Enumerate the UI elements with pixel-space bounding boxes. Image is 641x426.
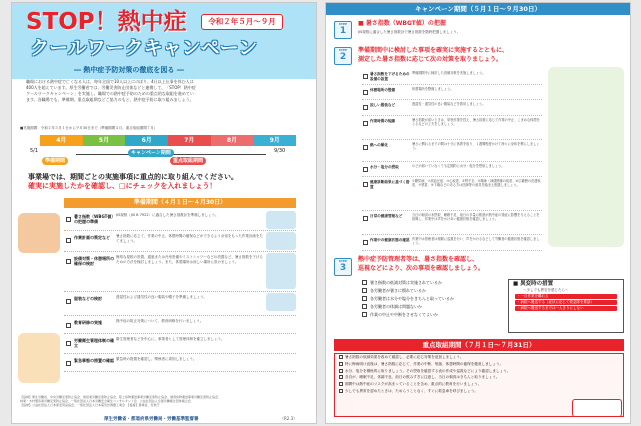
- schedule-image: [266, 232, 296, 250]
- step-2-badge: STEP 2: [334, 47, 352, 65]
- workers-illustration: [548, 67, 624, 247]
- list-item: 労働衛生管理体制の確立 衛生管理者などを中心に、事業者として管理体制を確立しましょう。: [64, 334, 296, 354]
- main-title: STOP！熱中症: [26, 9, 187, 35]
- list-item: 作業の中止や中断をさせなくてよいか: [362, 311, 502, 319]
- date-badge: 令和２年５月〜９月: [201, 14, 283, 30]
- campaign-title: クールワークキャンペーン: [30, 37, 258, 59]
- manager-checklist: [362, 279, 502, 319]
- step-2-heading-a: 準備期間中に検討した事項を確実に実施するとともに、: [358, 47, 509, 54]
- month-6: 6月: [125, 135, 168, 146]
- shelter-image: [266, 253, 296, 289]
- instructions-heading: 事業場では、期間ごとの実施事項に重点的に取り組んでください。 確実に実施したかを確認し、□にチェックを入れましょう！: [28, 173, 238, 190]
- checkbox[interactable]: [363, 216, 368, 221]
- campaign-checklist: [362, 69, 542, 251]
- step-1-heading: ■ 暑さ指数（WBGT値）の把握: [358, 20, 446, 27]
- list-item: 熱への順化 暑さに慣れるまでの間は十分に休憩を取り、１週間程度かけて徐々に身体を慣らしましょう。: [362, 140, 542, 162]
- list-item: 作業中の健康状態の確認 作業中は管理者は頻繁に巡視を行い、声をかけるなどして労働者の健康状態を確認しましょう。: [362, 235, 542, 251]
- month-7: 7月: [168, 135, 211, 146]
- checkbox[interactable]: [339, 389, 343, 393]
- list-item: 暑さ指数（WBGT値）の把握の準備 JIS規格（JIS B 7922）に適合した暑さ指数計を準備しましょう。: [64, 210, 296, 231]
- list-item: 健康診断結果に基づく措置 ①糖尿病、②高血圧症、③心疾患、④腎不全、⑤精神・神経関係の疾患、⑥広範囲の皮膚疾患、⑦感冒、⑧下痢などのある方は医師等の意見を踏まえ配慮しましょう。: [362, 177, 542, 211]
- worker-illustration: [18, 213, 60, 253]
- worker-illustration-2: [18, 333, 60, 383]
- hero-banner: [12, 3, 316, 79]
- list-item: 水分、塩分を積極的に取りましょう。その摂取を確認する表の作成や巡視などにより確認しましょう。: [335, 368, 623, 375]
- footer-notes: 【協賛】厚生労働省、中央労働災害防止協会、建設業労働災害防止協会、陸上貨物運送事業労働災害防止協会、港湾貨物運送事業労働災害防止協会、 林業・木材製造業労働災害防止協会、一般社団法人日本労働安全衛生コンサルタント会、公益社団法人全国労働衛生団体連合会、 【協賛】公益社団法人日本保安用品協会、一般社団法人日本電気計測器工業会 【後援】環境省、気象庁: [20, 395, 222, 407]
- checkbox[interactable]: [66, 323, 71, 328]
- list-item: 暑さ指数の低減効果を改めて確認し、必要に応じ対策を追加しましょう。: [335, 354, 623, 361]
- checkbox[interactable]: [339, 375, 343, 379]
- prep-period-bar: 準備期間（４月１日〜４月30日）: [64, 198, 296, 208]
- ambulance-illustration: [572, 399, 622, 417]
- list-item: 教育研修の実施 熱中症の防止対策について、教育研修を行いましょう。: [64, 316, 296, 334]
- clothing-image: [266, 293, 296, 311]
- list-item: 設備対策・休憩場所の確保の検討 簡易な屋根の設置、通風または冷房設備やミストシャワーなどの設置など、暑さ指数を下げるための方法を検討しましょう。また、休憩場所は涼しい場所に設けましょう。: [64, 252, 296, 292]
- left-page: [11, 2, 317, 424]
- focus-period-bar: 重点取組期間（７月１日〜７月31日）: [334, 339, 624, 351]
- checkbox[interactable]: [362, 296, 367, 301]
- month-8: 8月: [211, 135, 254, 146]
- ministry-name: 厚生労働省・都道府県労働局・労働基準監督署: [104, 417, 199, 422]
- list-item: 緊急事態の措置の確認 緊急時の措置を確認し、関係者に周知しましょう。: [64, 354, 296, 372]
- checkbox[interactable]: [66, 341, 71, 346]
- month-4: 4月: [40, 135, 83, 146]
- list-item: 休憩場所の整備 休憩場所を整備しましょう。: [362, 85, 542, 101]
- checkbox[interactable]: [66, 259, 71, 264]
- campaign-period-bar: キャンペーン期間（５月１日〜９月30日）: [326, 3, 630, 15]
- checkbox[interactable]: [362, 280, 367, 285]
- list-item: 各労働者の体調は問題ないか: [362, 303, 502, 311]
- month-5: 5月: [83, 135, 126, 146]
- step-3-heading-a: 熱中症予防管理者等は、暑さ指数を確認し、: [358, 256, 479, 263]
- step-3-heading-b: 巡視などにより、次の事項を確認しましょう。: [358, 265, 485, 272]
- checkbox[interactable]: [363, 105, 368, 110]
- list-item: 各自が、睡眠不足、体調不良、前日の飲みすぎに注意し、当日の朝食はきちんと取りましょう。: [335, 374, 623, 381]
- emergency-heading: ■ 異変時の措置: [513, 281, 554, 287]
- right-page: [325, 2, 631, 424]
- list-item: 少しでも異常を認めたときは、ためらうことなく、すぐに救急車を呼びましょう。: [335, 388, 623, 395]
- start-date: 5/1: [30, 148, 39, 154]
- checkbox[interactable]: [66, 299, 71, 304]
- list-item: 水分・塩分の摂取 のどが渇いていなくても定期的に水分・塩分を摂取しましょう。: [362, 162, 542, 178]
- end-date: 9/30: [274, 148, 286, 154]
- checkbox[interactable]: [363, 240, 368, 245]
- checkbox[interactable]: [66, 238, 71, 243]
- checkbox[interactable]: [363, 121, 368, 126]
- prep-checklist: [64, 210, 296, 372]
- month-timeline: [40, 135, 296, 146]
- intro-text: 職場における熱中症で亡くなる人は、毎年全国で10人以上にのぼり、4日以上仕事を休む人は 400人を超えています。厚生労働省では、労働災害防止団体などと連携して、「STOP！熱中症 クールワークキャンペーン」を実施し、職場での熱中症予防のための重点的な取組を進めてい ます。各職場でも、準備期、重点取組期などご協力のもと、熱中症予防に取り組みましょう。: [26, 79, 196, 102]
- step-1-text: JIS規格に適合した暑さ指数計で暑さ指数を随時把握しましょう。: [358, 30, 461, 34]
- checkbox[interactable]: [339, 362, 343, 366]
- checkbox[interactable]: [363, 182, 368, 187]
- list-item: 暑さ指数を下げるための設備の設置 準備期間中に検討した設備対策を実施しましょう。: [362, 69, 542, 85]
- checkbox[interactable]: [363, 90, 368, 95]
- list-item: 特に梅雨明け直後は、暑さ指数に応じて、作業の中断、短縮、休憩時間の確保を徹底しましょう。: [335, 361, 623, 368]
- focus-chip: 重点取組期間: [170, 157, 206, 165]
- timeline-arrow: [40, 148, 296, 162]
- checkbox[interactable]: [339, 382, 343, 386]
- checkbox[interactable]: [66, 217, 71, 222]
- list-item: 作業時間の短縮 暑さ指数が高いときは、単独作業を控え、暑さ指数に応じて作業の中止、こまめな休憩をとるなどの工夫をしましょう。: [362, 116, 542, 140]
- step-3-badge: STEP 3: [334, 258, 352, 276]
- list-item: 日常の健康管理など 当日の朝食の未摂取、睡眠不足、前日の多量の飲酒が熱中症の発症に影響を与えることを指導し、作業中は声をかけあい健康状態を確認しましょう。: [362, 211, 542, 235]
- checkbox[interactable]: [363, 74, 368, 79]
- list-item: 各労働者が暑さに慣れているか: [362, 287, 502, 295]
- step-2-heading-b: 測定した暑さ指数に応じて次の対策を取りましょう。: [358, 56, 503, 63]
- list-item: 作業計画の策定など 暑さ指数に応じて、作業の中止、休憩時間の確保などができるよう余裕をもった作業計画をたてましょう。: [64, 231, 296, 252]
- list-item: 涼しい服装など 透湿性・通気性の良い服装などを着用しましょう。: [362, 100, 542, 116]
- list-item: 服装などの検討 透湿性および通気性の良い服装や帽子を準備しましょう。: [64, 292, 296, 316]
- checkbox[interactable]: [363, 145, 368, 150]
- prep-chip: 準備期間: [42, 157, 68, 165]
- checkbox[interactable]: [362, 312, 367, 317]
- step-1-badge: STEP 1: [334, 21, 352, 39]
- checkbox[interactable]: [339, 355, 343, 359]
- month-9: 9月: [253, 135, 296, 146]
- list-item: 各労働者は水分や塩分をきちんと取っているか: [362, 295, 502, 303]
- list-item: 暑さ指数の低減対策は実施されているか: [362, 279, 502, 287]
- version: （R2.3）: [280, 416, 298, 421]
- timeline-note: ■実施期間：令和２年５月１日から９月30日まで（準備期間４月、重点取組期間７月）: [20, 126, 158, 130]
- campaign-chip: キャンペーン期間: [128, 149, 174, 157]
- subtitle: ― 熱中症予防対策の徹底を図る ―: [74, 66, 184, 74]
- checkbox[interactable]: [66, 361, 71, 366]
- checkbox[interactable]: [362, 304, 367, 309]
- wbgt-meter-image: [266, 211, 296, 229]
- checkbox[interactable]: [339, 369, 343, 373]
- emergency-box: ■ 異変時の措置 〜少しでも異変を感じたら〜 ・一旦作業を離れる ・病院へ搬送する（症状に応じて救急隊を要請） ・病院へ搬送するまでは一人きりにしない: [508, 279, 624, 333]
- checkbox[interactable]: [363, 167, 368, 172]
- emergency-subheading: 〜少しでも異変を感じたら〜: [523, 288, 569, 292]
- list-item: 期間中は熱中症のリスクが高まっていることを含め、重点的に教育を行いましょう。: [335, 381, 623, 388]
- checkbox[interactable]: [362, 288, 367, 293]
